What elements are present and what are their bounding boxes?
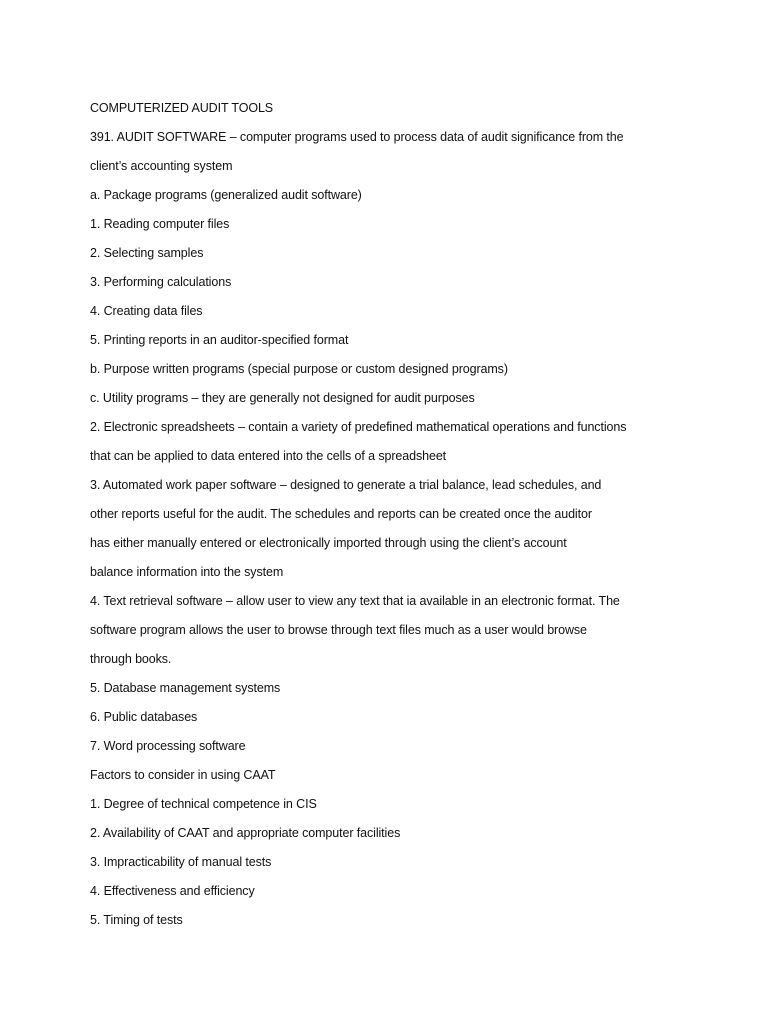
text-line: has either manually entered or electronically imported through using the client’s account: [90, 536, 567, 550]
text-line: 4. Effectiveness and efficiency: [90, 884, 255, 898]
document-body: [90, 94, 690, 935]
text-line: 1. Degree of technical competence in CIS: [90, 797, 317, 811]
text-line: 2. Electronic spreadsheets – contain a variety of predefined mathematical operations and functions: [90, 420, 627, 434]
text-line: 3. Automated work paper software – designed to generate a trial balance, lead schedules, and: [90, 478, 602, 492]
text-line: 4. Text retrieval software – allow user to view any text that ia available in an electronic format. The: [90, 594, 620, 608]
text-line: 2. Availability of CAAT and appropriate computer facilities: [90, 826, 401, 840]
text-line: through books.: [90, 652, 172, 666]
text-line: 391. AUDIT SOFTWARE – computer programs used to process data of audit significance from the: [90, 130, 624, 144]
text-line: a. Package programs (generalized audit software): [90, 188, 362, 202]
text-line: 5. Database management systems: [90, 681, 281, 695]
text-line: 3. Performing calculations: [90, 275, 232, 289]
text-line: client’s accounting system: [90, 159, 233, 173]
text-line: 2. Selecting samples: [90, 246, 204, 260]
text-line: software program allows the user to browse through text files much as a user would browse: [90, 623, 587, 637]
text-line: that can be applied to data entered into the cells of a spreadsheet: [90, 449, 447, 463]
document-title: COMPUTERIZED AUDIT TOOLS: [90, 101, 274, 115]
text-line: 6. Public databases: [90, 710, 198, 724]
text-line: 5. Timing of tests: [90, 913, 183, 927]
text-line: c. Utility programs – they are generally not designed for audit purposes: [90, 391, 475, 405]
text-line: 4. Creating data files: [90, 304, 203, 318]
text-line: b. Purpose written programs (special purpose or custom designed programs): [90, 362, 508, 376]
text-line: other reports useful for the audit. The schedules and reports can be created once the auditor: [90, 507, 592, 521]
text-line: 3. Impracticability of manual tests: [90, 855, 272, 869]
text-line: 7. Word processing software: [90, 739, 246, 753]
text-line: balance information into the system: [90, 565, 284, 579]
text-line: 1. Reading computer files: [90, 217, 230, 231]
text-line: 5. Printing reports in an auditor-specified format: [90, 333, 349, 347]
text-line: Factors to consider in using CAAT: [90, 768, 276, 782]
